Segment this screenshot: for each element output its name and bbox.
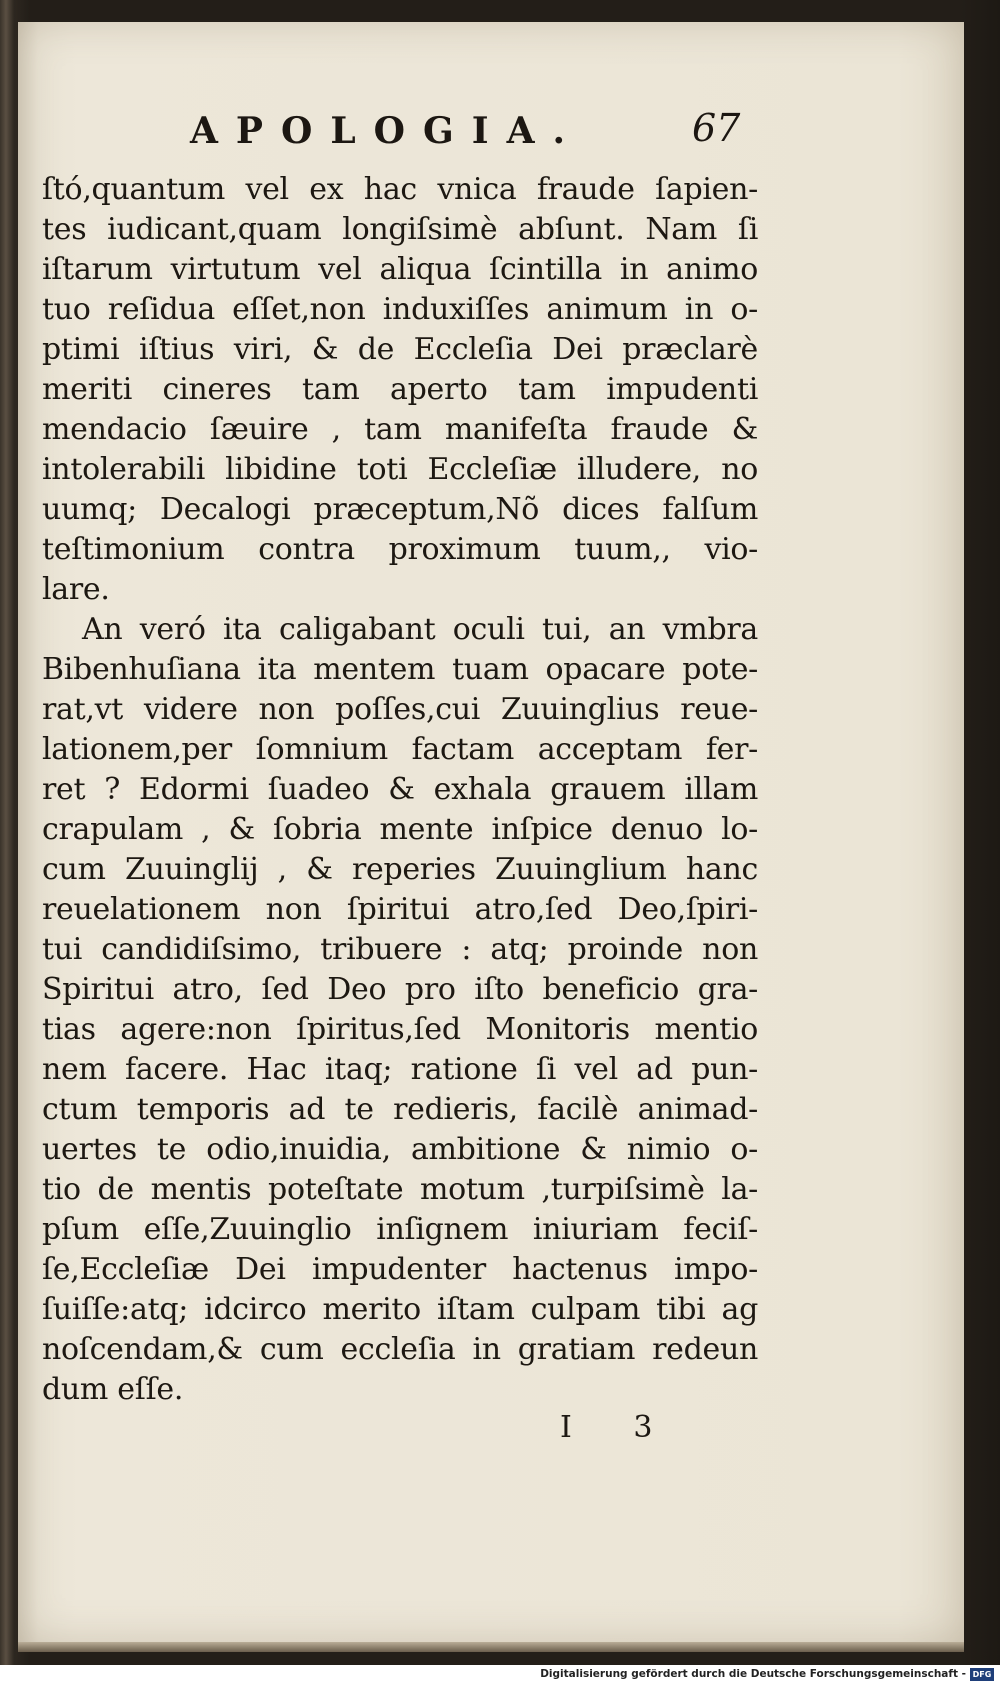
text-line: reuelationem non ſpiritui atro,ſed Deo,ſpiri- bbox=[42, 892, 758, 927]
text-line: dum eſſe. bbox=[42, 1372, 184, 1407]
text-line: An veró ita caligabant oculi tui, an vmbra bbox=[82, 612, 758, 647]
text-line: pſum eſſe,Zuuinglio inſignem iniuriam feciſ- bbox=[42, 1212, 758, 1247]
text-line: mendacio ſæuire , tam manifeſta fraude & bbox=[42, 412, 758, 447]
text-line: tes iudicant,quam longiſsimè abſunt. Nam ſi bbox=[42, 212, 758, 247]
text-line: noſcendam,& cum eccleſia in gratiam redeun bbox=[42, 1332, 758, 1367]
text-line: uumq; Decalogi præceptum,Nõ dices falſum bbox=[42, 492, 758, 527]
text-line: ſuiſſe:atq; idcirco merito iſtam culpam tibi ag bbox=[42, 1292, 758, 1327]
text-line: Spiritui atro, ſed Deo pro iſto beneficio gra- bbox=[42, 972, 758, 1007]
text-line: lationem,per ſomnium factam acceptam fer- bbox=[42, 732, 758, 767]
signature-mark: I 3 bbox=[560, 1410, 679, 1445]
text-line: Bibenhuſiana ita mentem tuam opacare pote- bbox=[42, 652, 758, 687]
text-line: rat,vt videre non poſſes,cui Zuuinglius reue- bbox=[42, 692, 758, 727]
text-line: nem facere. Hac itaq; ratione ſi vel ad pun- bbox=[42, 1052, 758, 1087]
dfg-logo: DFG bbox=[970, 1668, 994, 1681]
text-line: ret ? Edormi ſuadeo & exhala grauem illam bbox=[42, 772, 758, 807]
text-line: intolerabili libidine toti Eccleſiæ illudere, no bbox=[42, 452, 758, 487]
text-line: tio de mentis poteſtate motum ,turpiſsimè la- bbox=[42, 1172, 758, 1207]
body-text bbox=[42, 170, 758, 1410]
text-line: teſtimonium contra proximum tuum,, vio- bbox=[42, 532, 758, 567]
text-line: iſtarum virtutum vel aliqua ſcintilla in animo bbox=[42, 252, 758, 287]
text-line: tuo reſidua eſſet,non induxiſſes animum in o- bbox=[42, 292, 758, 327]
digitization-credit: Digitalisierung gefördert durch die Deutsche Forschungsgemeinschaft - bbox=[540, 1668, 966, 1680]
text-line: ptimi iſtius viri, & de Eccleſia Dei præclarè bbox=[42, 332, 758, 367]
text-line: uertes te odio,inuidia, ambitione & nimio o- bbox=[42, 1132, 758, 1167]
text-line: ſe,Eccleſiæ Dei impudenter hactenus impo- bbox=[42, 1252, 758, 1287]
text-line: lare. bbox=[42, 572, 110, 607]
running-title: APOLOGIA. bbox=[190, 110, 584, 152]
text-line: cum Zuuinglij , & reperies Zuuinglium hanc bbox=[42, 852, 758, 887]
page-number: 67 bbox=[692, 106, 741, 150]
text-line: ſtó,quantum vel ex hac vnica fraude ſapien- bbox=[42, 172, 758, 207]
text-line: crapulam , & ſobria mente inſpice denuo lo- bbox=[42, 812, 758, 847]
page-edge bbox=[18, 1642, 964, 1652]
text-line: tui candidiſsimo, tribuere : atq; proinde non bbox=[42, 932, 758, 967]
text-line: tias agere:non ſpiritus,ſed Monitoris mentio bbox=[42, 1012, 758, 1047]
text-line: meriti cineres tam aperto tam impudenti bbox=[42, 372, 758, 407]
text-line: ctum temporis ad te redieris, facilè animad- bbox=[42, 1092, 758, 1127]
